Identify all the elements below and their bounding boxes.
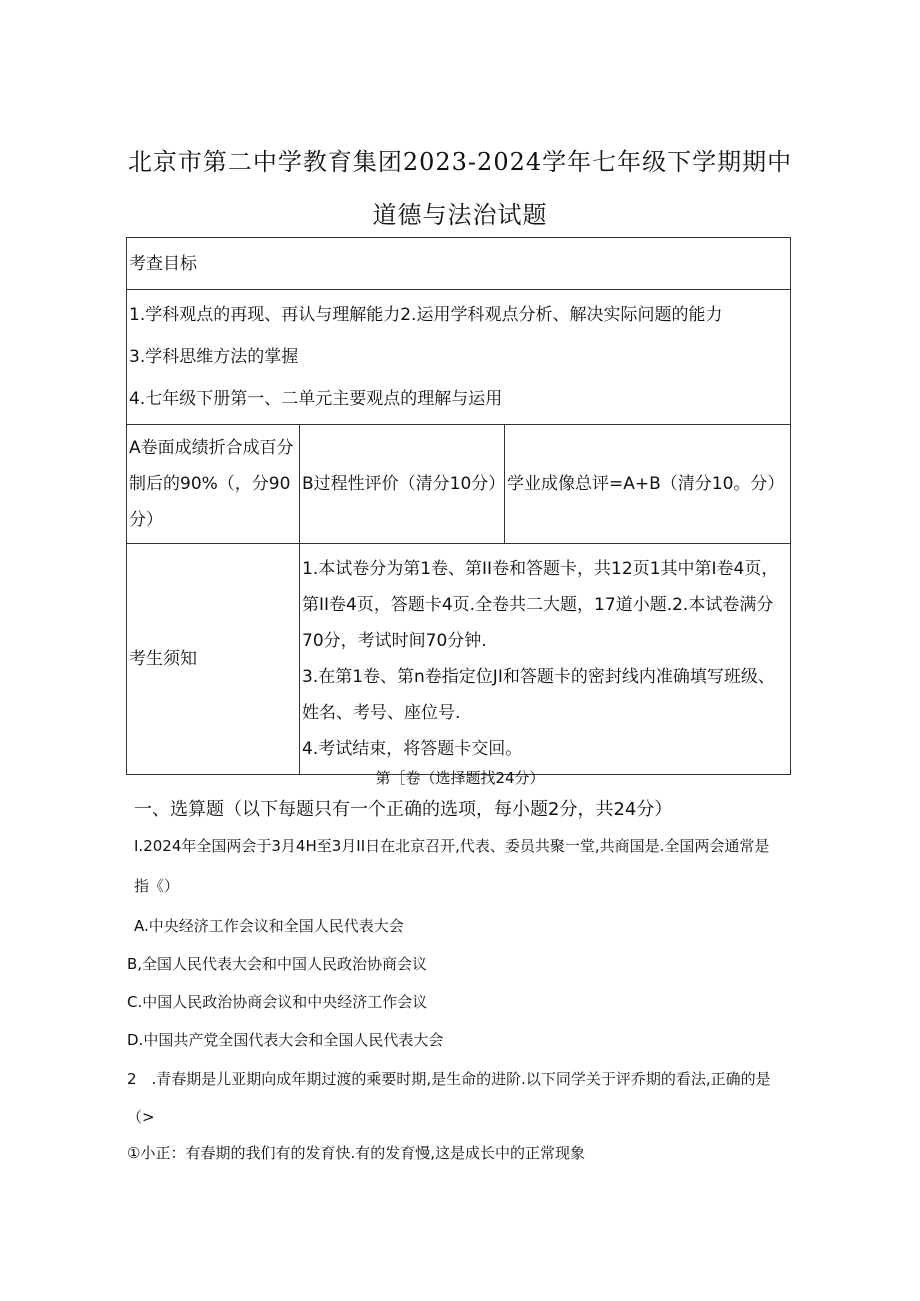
goal-item: 3.学科思维方法的掌握 <box>129 347 299 367</box>
exam-title-line1: 北京市第二中学教育集团2023-2024学年七年级下学期期中 <box>127 148 793 176</box>
goals-row <box>127 290 791 425</box>
q1-option-a: A.中央经济工作会议和全国人民代表大会 <box>134 917 404 935</box>
q2-stem-line1: 2 .青春期是儿亚期向成年期过渡的乘要时期,是生命的进阶.以下同学关于评乔期的看法,正确的是 <box>127 1070 771 1088</box>
score-b-cell: B过程性评价（清分10分） <box>300 425 505 544</box>
notice-row <box>127 544 791 775</box>
q1-option-c: C.中国人民政治协商会议和中央经济工作会议 <box>127 993 428 1011</box>
q1-stem-line1: I.2024年全国两会于3月4H至3月II日在北京召开,代表、委员共聚一堂,共商国是.全国两会通常是 <box>134 837 770 855</box>
score-total-cell: 学业成像总评=A+B（清分10。分） <box>505 425 791 544</box>
score-a-cell: A卷面成绩折合成百分制后的90%（，分90分） <box>127 425 300 544</box>
notice-label: 考生须知 <box>127 544 300 775</box>
notice-item: 4.考试结束，将答题卡交回。 <box>302 739 523 759</box>
notice-item: 1.本试卷分为第1卷、第II卷和答题卡，共12页1其中第I卷4页，第II卷4页，答题卡4页.全卷共二大题，17道小题.2.本试卷满分70分，考试时间70分钟. <box>302 559 779 651</box>
notice-cell <box>300 544 791 775</box>
exam-info-table <box>126 237 791 775</box>
exam-title-line2: 道德与法治试题 <box>372 201 548 229</box>
q2-item1: ①小正：有春期的我们有的发育快.有的发育慢,这是成长中的正常现象 <box>127 1144 585 1162</box>
goal-item: 4.七年级下册第一、二单元主要观点的理解与运用 <box>129 389 503 409</box>
part1-title: 第［卷（选择题找24分） <box>375 769 545 787</box>
section1-heading: 一、选算题（以下每题只有一个正确的选项，每小题2分，共24分） <box>134 799 673 820</box>
goals-cell <box>127 290 791 425</box>
goal-item: 1.学科观点的再现、再认与理解能力2.运用学科观点分析、解决实际问题的能力 <box>129 305 723 325</box>
q2-stem-line2: （> <box>127 1108 155 1126</box>
q1-option-b: B,全国人民代表大会和中国人民政治协商会议 <box>127 955 428 973</box>
notice-item: 3.在第1卷、第n卷指定位JI和答题卡的密封线内准确填写班级、姓名、考号、座位号. <box>302 667 775 723</box>
q1-option-d: D.中国共产党全国代表大会和全国人民代表大会 <box>127 1031 444 1049</box>
goals-label: 考查目标 <box>127 238 791 290</box>
q1-stem-line2: 指《） <box>134 877 180 895</box>
score-row <box>127 425 791 544</box>
goals-label-row <box>127 238 791 290</box>
